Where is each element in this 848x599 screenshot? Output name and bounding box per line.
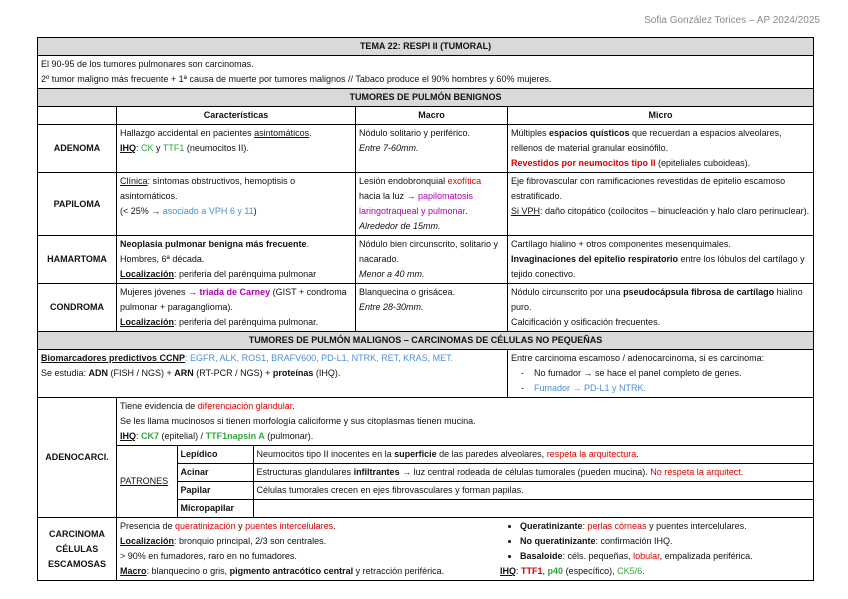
papiloma-macro: Lesión endobronquial exofítica hacia la luz → papilomatosis laringotraqueal y pulmonar. Alrededor de 15mm. [356, 173, 508, 236]
condroma-caracteristicas: Mujeres jóvenes → triada de Carney (GIST + condroma pulmonar + paraganglioma). Localización: periferia del parénquima pulmonar. [117, 284, 356, 332]
col-header-caracteristicas: Características [117, 107, 356, 125]
patrones-label: PATRONES [117, 446, 177, 518]
malign-section-title: TUMORES DE PULMÓN MALIGNOS – CARCINOMAS DE CÉLULAS NO PEQUEÑAS [38, 332, 814, 350]
patron-micropapilar: Micropapilar [177, 500, 253, 518]
condroma-macro: Blanquecina o grisácea. Entre 28-30mm. [356, 284, 508, 332]
notes-table [37, 37, 814, 581]
adenoma-caracteristicas: Hallazgo accidental en pacientes asintomáticos. IHQ: CK y TTF1 (neumocitos II). [117, 125, 356, 173]
papiloma-micro: Eje fibrovascular con ramificaciones revestidas de epitelio escamoso estratificado. Si VPH: daño citopático (coilocitos – binucleación y halo claro perinuclear). [508, 173, 814, 236]
intro [38, 56, 814, 89]
col-header-micro: Micro [508, 107, 814, 125]
patron-micropapilar-desc [253, 500, 813, 518]
adenocarcinoma-content: Tiene evidencia de diferenciación glandular. Se les llama mucinosos si tienen morfología caliciforme y sus citoplasmas tienen mucina. IHQ: CK7 (epitelial) / TTF1napsin A (pulmonar). PATRONES Lepídico Neumocitos tipo II inocentes en la superficie de las paredes alveolares, respeta la arquitectura. Acinar Estructuras glandulares infiltrantes → luz central rodeada de células tumorales (pueden mucina). No respeta la arquitect. Papilar Células tumorales crecen en ejes fibrovasculares y forman papilas. Micropapilar [117, 398, 814, 518]
row-hamartoma [38, 236, 814, 284]
hamartoma-caracteristicas: Neoplasia pulmonar benigna más frecuente. Hombres, 6ª década. Localización: periferia del parénquima pulmonar [117, 236, 356, 284]
row-label-hamartoma: HAMARTOMA [38, 236, 117, 284]
row-condroma [38, 284, 814, 332]
patron-lepidico: Lepídico [177, 446, 253, 464]
patron-acinar-desc: Estructuras glandulares infiltrantes → luz central rodeada de células tumorales (pueden mucina). No respeta la arquitect. [253, 464, 813, 482]
blank-corner [38, 107, 117, 125]
benign-section-title: TUMORES DE PULMÓN BENIGNOS [38, 89, 814, 107]
adenoma-micro: Múltiples espacios quísticos que recuerdan a espacios alveolares, rellenos de material granular eosinófilo. Revestidos por neumocitos tipo II (epiteliales cuboideas). [508, 125, 814, 173]
hamartoma-macro: Nódulo bien circunscrito, solitario y nacarado. Menor a 40 mm. [356, 236, 508, 284]
patron-lepidico-desc: Neumocitos tipo II inocentes en la superficie de las paredes alveolares, respeta la arquitectura. [253, 446, 813, 464]
patron-acinar: Acinar [177, 464, 253, 482]
col-header-macro: Macro [356, 107, 508, 125]
row-label-adenoma: ADENOMA [38, 125, 117, 173]
row-papiloma [38, 173, 814, 236]
patron-papilar: Papilar [177, 482, 253, 500]
biomarcadores-right: Entre carcinoma escamoso / adenocarcinoma, si es carcinoma: - No fumador → se hace el panel completo de genes. - Fumador → PD-L1 y NTRK. [508, 350, 814, 398]
row-carcinoma-escamoso [38, 518, 814, 581]
row-adenoma [38, 125, 814, 173]
topic-title: TEMA 22: RESPI II (TUMORAL) [38, 38, 814, 56]
condroma-micro: Nódulo circunscrito por una pseudocápsula fibrosa de cartílago hialino puro. Calcificación y osificación frecuentes. [508, 284, 814, 332]
patron-papilar-desc: Células tumorales crecen en ejes fibrovasculares y forman papilas. [253, 482, 813, 500]
carcinoma-escamoso-content: Presencia de queratinización y puentes intercelulares. Localización: bronquio principal, 2/3 son centrales. > 90% en fumadores, raro en no fumadores. Macro: blanquecino o gris, pigmento antracótico central y retracción periférica. • Queratinizante: perlas córneas y puentes intercelulares. • No queratinizante: confirmación IHQ. • Basaloide: céls. pequeñas, lobular, empalizada periférica. IHQ: TTF1, p40 (específico), CK5/6. [117, 518, 814, 581]
biomarcadores-left: Biomarcadores predictivos CCNP: EGFR, ALK, ROS1, BRAFV600, PD-L1, NTRK, RET, KRAS, MET. Se estudia: ADN (FISH / NGS) + ARN (RT-PCR / NGS) + proteínas (IHQ). [38, 350, 508, 398]
hamartoma-micro: Cartílago hialino + otros componentes mesenquimales. Invaginaciones del epitelio respiratorio entre los lóbulos del cartílago y tejido conectivo. [508, 236, 814, 284]
papiloma-caracteristicas: Clínica: síntomas obstructivos, hemoptisis o asintomáticos. (< 25% → asociado a VPH 6 y 11) [117, 173, 356, 236]
adenoma-macro: Nódulo solitario y periférico. Entre 7-60mm. [356, 125, 508, 173]
row-biomarcadores [38, 350, 814, 398]
intro-line-2: 2º tumor maligno más frecuente + 1ª causa de muerte por tumores malignos // Tabaco produce el 90% hombres y 60% mujeres. [41, 74, 552, 84]
row-label-papiloma: PAPILOMA [38, 173, 117, 236]
row-label-carcinoma-escamoso: CARCINOMA CÉLULAS ESCAMOSAS [38, 518, 117, 581]
row-label-adenocarcinoma: ADENOCARCI. [38, 398, 117, 518]
page-header: Sofia González Torices – AP 2024/2025 [644, 15, 820, 26]
row-adenocarcinoma [38, 398, 814, 518]
intro-line-1: El 90-95 de los tumores pulmonares son carcinomas. [41, 59, 254, 69]
patrones-table [117, 445, 813, 517]
row-label-condroma: CONDROMA [38, 284, 117, 332]
